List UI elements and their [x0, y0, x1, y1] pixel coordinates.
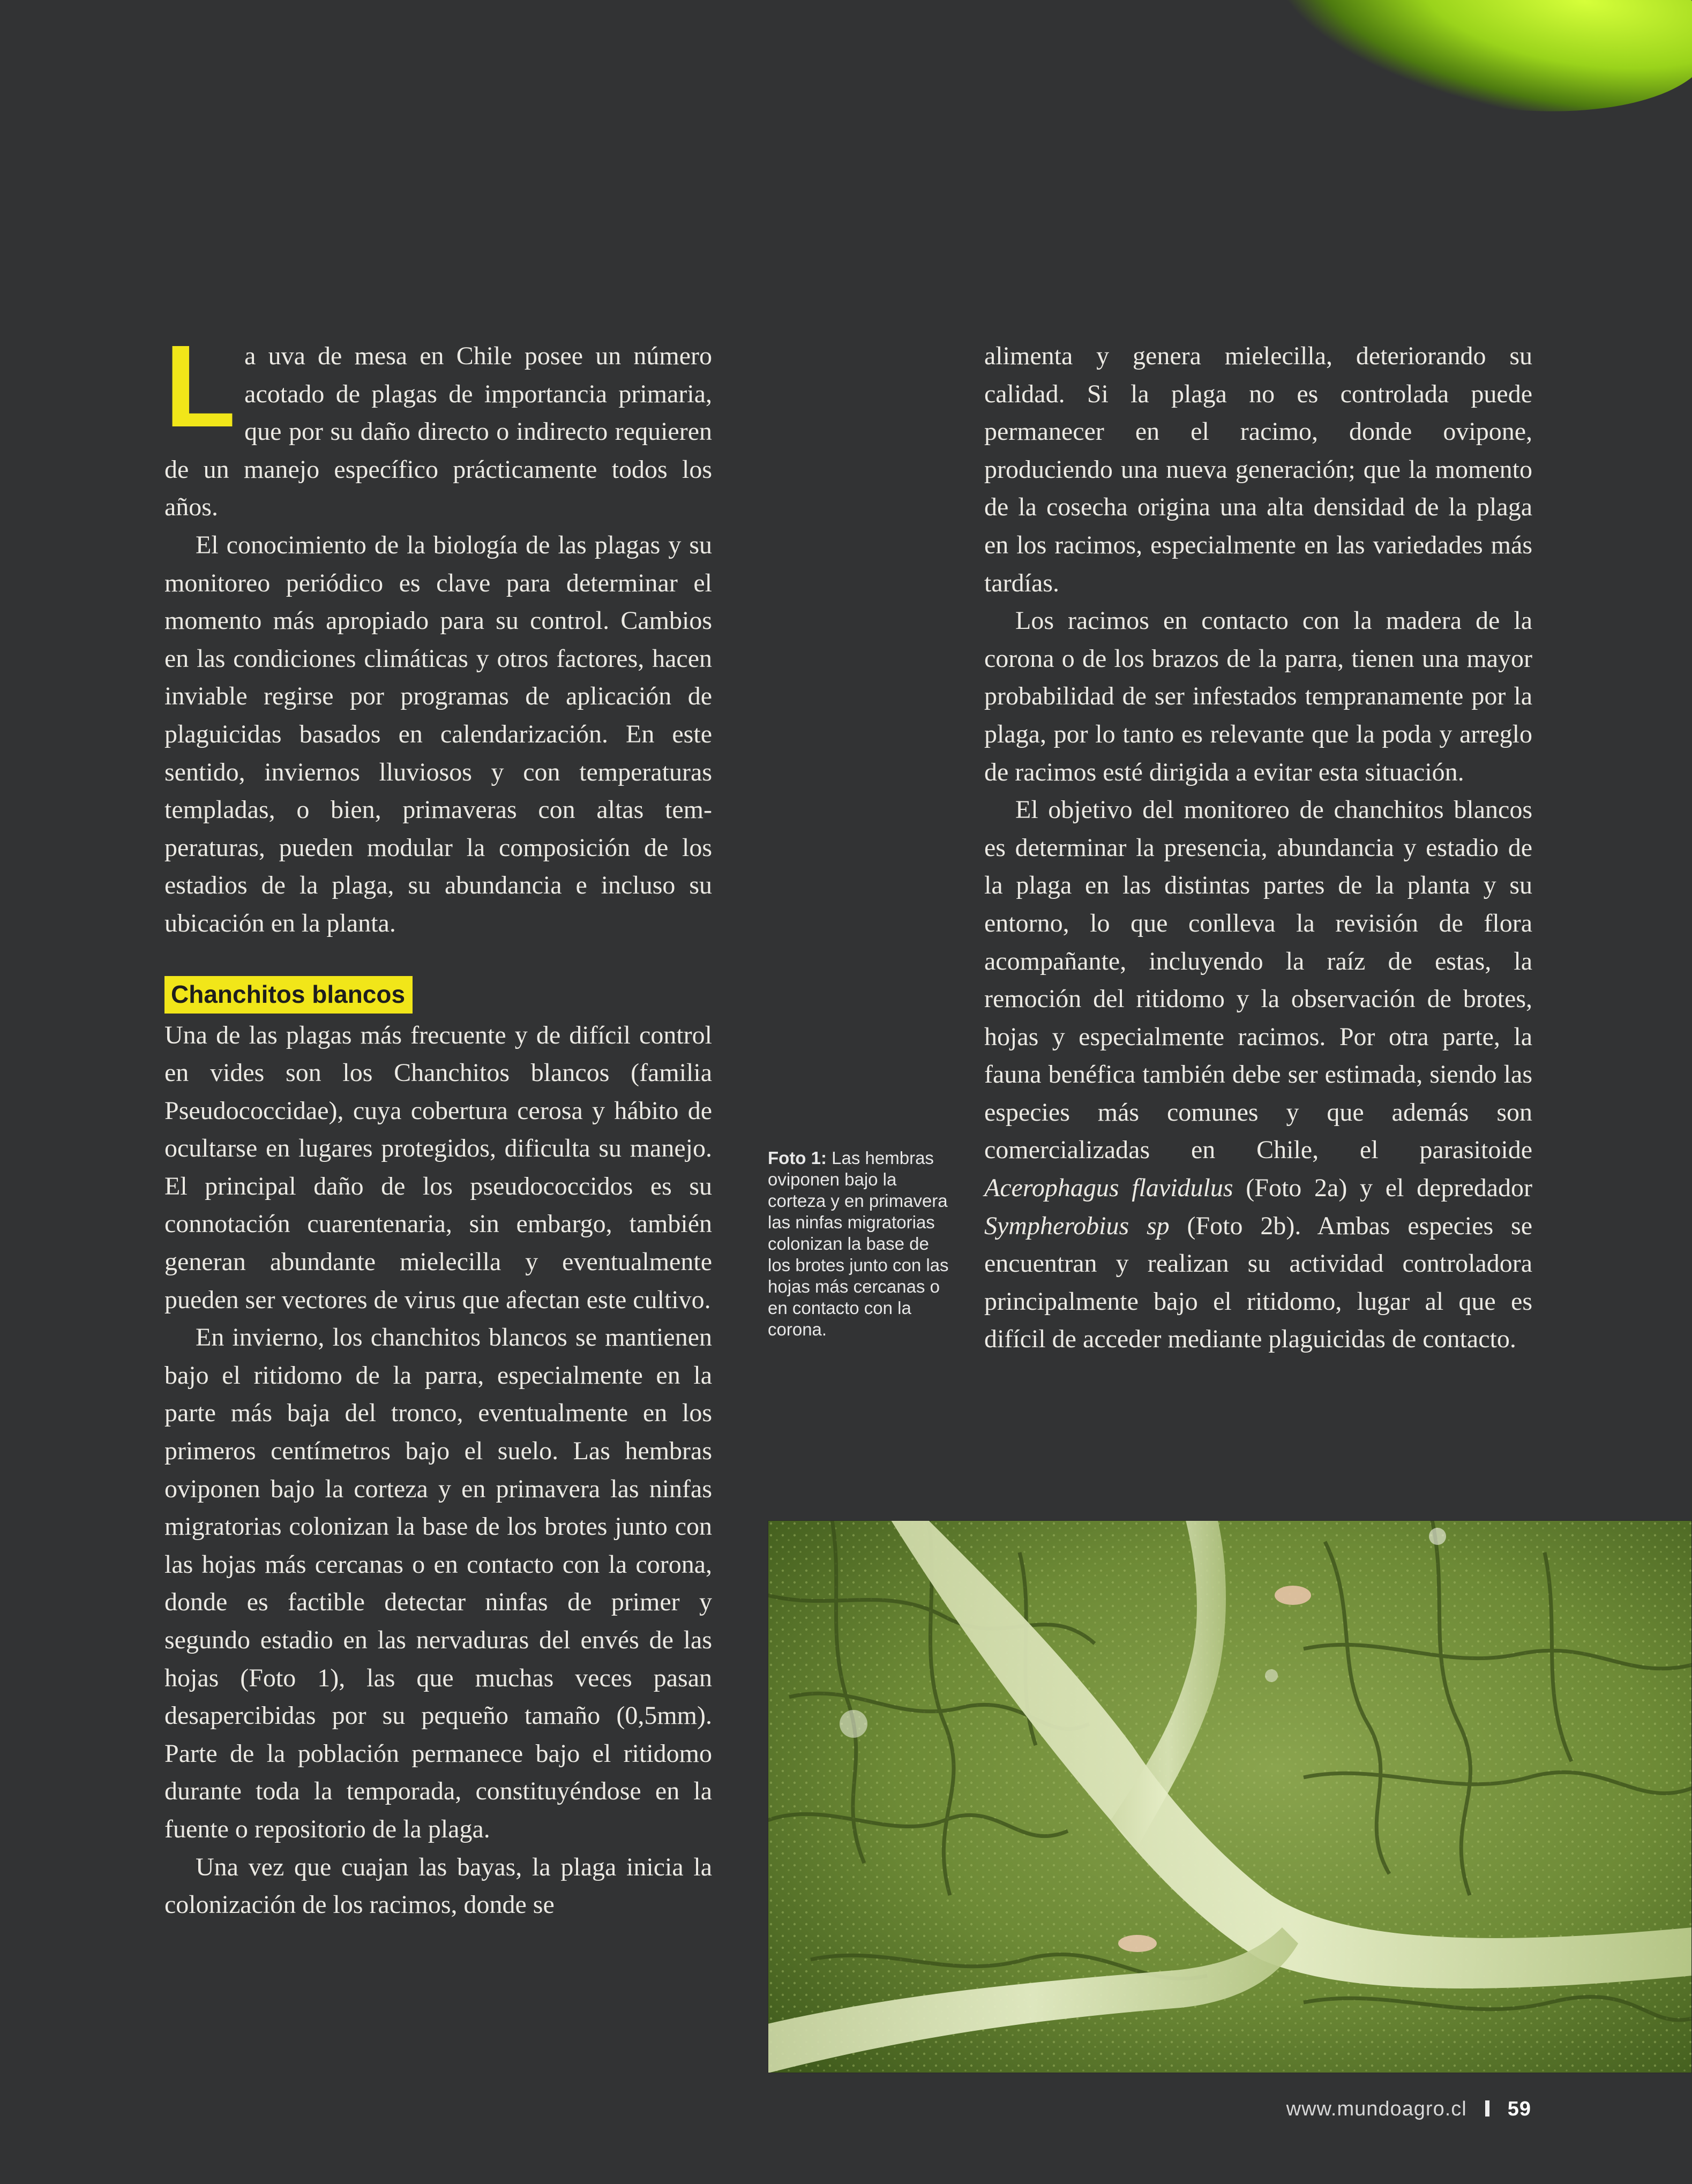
paragraph: Una vez que cuajan las bayas, la plaga inicia la colonización de los racimos, donde se	[164, 1852, 712, 1919]
caption-label: Foto 1:	[768, 1148, 827, 1168]
text-column-left	[164, 321, 712, 1924]
page-footer	[1286, 2098, 1531, 2121]
drop-cap: L	[164, 321, 236, 452]
separator	[1485, 2100, 1489, 2117]
paragraph: Los racimos en contacto con la madera de la corona o de los brazos de la parra, tienen una mayor probabilidad de ser infestados tempranamente por la plaga, por lo tanto es relevante que la poda y arreglo de racimos esté dirigida a evitar esta situación.	[984, 606, 1532, 786]
leaf-decoration	[1263, 0, 1692, 137]
photo-caption	[768, 1147, 950, 1340]
site-url: www.mundoagro.cl	[1286, 2098, 1467, 2120]
paragraph	[984, 791, 1532, 1359]
paragraph: El conocimiento de la biología de las plagas y su monitoreo periódico es clave para determinar el momento más apropiado para su control. Cambios en las condiciones climáticas y otros factores, hacen inviable regirse por programas de aplicación de plaguicidas basados en calendarización. En este sentido, inviernos lluviosos y con temperaturas templadas, o bien, primaveras con altas temperaturas, pueden modular la composición de los estadios de la plaga, su abundancia e incluso su ubicación en la planta.	[164, 530, 712, 937]
paragraph-text: El objetivo del monitoreo de chanchitos blancos es determinar la presencia, abundancia y estadio de la plaga en las distintas partes de la planta y su entorno, lo que conlleva la revisión de flora acompañante, incluyendo la raíz de estas, la remoción del ritidomo y la observación de brotes, hojas y especialmente racimos. Por otra parte, la fauna benéfica también debe ser estimada, siendo las especies más comunes y que además son comercializadas en Chile, el parasitoide	[984, 795, 1532, 1165]
caption-text: Las hembras oviponen bajo la corteza y en primavera las ninfas migratorias colonizan la base de los brotes junto con las hojas más cercanas o en contacto con la corona.	[768, 1148, 949, 1339]
paragraph-text: (Foto 2b). Ambas especies se encuentran y realizan su actividad controladora principalmente bajo el ritidomo, lugar al que es difícil de acceder mediante plaguicidas de contacto.	[984, 1211, 1532, 1354]
page-number: 59	[1507, 2098, 1531, 2120]
paragraph: Una de las plagas más frecuente y de difícil control en vides son los Chanchitos blancos (familia Pseudococcidae), cuya cobertura cerosa y hábito de ocultarse en lugares protegidos, dificulta su manejo. El principal daño de los pseudococcidos es su connotación cuarentenaria, sin embargo, también generan abundante mielecilla y eventualmente pueden ser vectores de virus que afectan este cultivo.	[164, 1020, 712, 1314]
species-name: Acerophagus flavidulus	[984, 1174, 1233, 1203]
species-name: Sympherobius sp	[984, 1211, 1170, 1240]
intro-paragraph	[164, 321, 712, 527]
paragraph: alimenta y genera mielecilla, deteriorando su calidad. Si la plaga no es controlada puede permanecer en el racimo, donde ovipone, produciendo una nueva generación; que la momento de la cosecha origina una alta densidad de la plaga en los racimos, especialmente en las variedades más tardías.	[984, 342, 1532, 597]
intro-text: a uva de mesa en Chile posee un número acotado de plagas de importancia primaria, que por su daño directo o indirecto requieren de un manejo específico prácticamente todos los años.	[164, 342, 712, 522]
section-heading: Chanchitos blancos	[164, 976, 413, 1014]
leaf-photo	[768, 1520, 1692, 2073]
text-column-right	[984, 337, 1532, 1359]
paragraph: En invierno, los chanchitos blancos se mantienen bajo el ritidomo de la parra, especialmente en la parte más baja del tronco, eventualmente en los primeros centímetros bajo el suelo. Las hembras oviponen bajo la corteza y en primavera las ninfas migratorias colonizan la base de los brotes junto con las hojas más cercanas o en contacto con la corona, donde es factible detectar ninfas de primer y segundo estadio en las nervaduras del envés de las hojas (Foto 1), las que muchas veces pasan desapercibidas por su pequeño tamaño (0,5mm). Parte de la población permanece bajo el ritidomo durante toda la temporada, constituyéndose en la fuente o repositorio de la plaga.	[164, 1323, 712, 1843]
paragraph-text: (Foto 2a) y el depredador	[1233, 1174, 1532, 1203]
